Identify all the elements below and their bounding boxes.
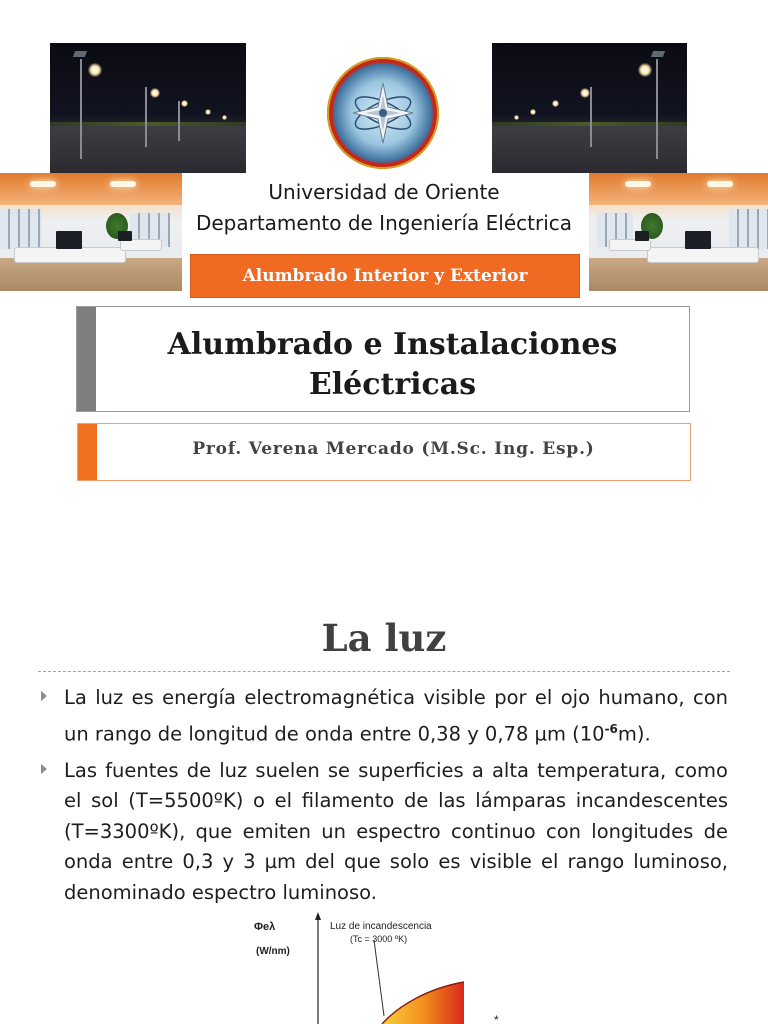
graph-ylabel-symbol: Φeλ [254, 921, 276, 933]
title-box [76, 306, 690, 412]
professor-name: Prof. Verena Mercado (M.Sc. Ing. Esp.) [192, 439, 595, 459]
incandescent-spectrum-graph [250, 912, 550, 1024]
street-lights-photo-right [492, 43, 687, 173]
bullet-list [38, 683, 728, 914]
list-item [38, 756, 728, 909]
svg-text:*: * [494, 1013, 499, 1024]
seal-star-icon [327, 57, 439, 169]
title-divider [38, 671, 730, 672]
list-item [38, 683, 728, 750]
department-name: Departamento de Ingeniería Eléctrica [195, 211, 573, 235]
title-accent-bar [77, 307, 96, 411]
curve-pointer [374, 940, 384, 1016]
content-slide-title: La luz [321, 616, 447, 660]
bullet-arrow-icon [41, 691, 47, 701]
street-lights-photo-left [50, 43, 246, 173]
professor-accent-bar [78, 424, 97, 480]
professor-box [77, 423, 691, 481]
office-interior-photo-right [589, 173, 768, 291]
bullet-text-2: Las fuentes de luz suelen se superficies a alta temperatura, como el sol (T=5500ºK) o el filamento de las lámparas incandescentes (T=3300ºK), que emiten un espectro continuo con longitudes de onda entre 0,3 y 3 µm del que solo es visible el rango luminoso, denominado espectro luminoso. [64, 758, 728, 904]
university-seal-logo [327, 57, 439, 169]
course-banner [190, 254, 580, 298]
graph-ylabel-unit: (W/nm) [256, 946, 290, 957]
course-banner-label: Alumbrado Interior y Exterior [242, 266, 528, 286]
title-line-1: Alumbrado e Instalaciones [167, 327, 618, 362]
graph-curve-sublabel: (Tc = 3000 ºK) [350, 934, 408, 944]
office-interior-photo-left [0, 173, 182, 291]
bullet-arrow-icon [41, 764, 47, 774]
slide-title [96, 325, 689, 405]
graph-curve-label: Luz de incandescencia [330, 921, 432, 932]
title-line-2: Eléctricas [308, 367, 477, 402]
university-name: Universidad de Oriente [268, 180, 500, 204]
spectrum-curve-fill [382, 982, 464, 1024]
bullet-text-1: La luz es energía electromagnética visible por el ojo humano, con un rango de longitud de onda entre 0,38 y 0,78 µm $(10^{-6}m)$. [64, 686, 728, 745]
